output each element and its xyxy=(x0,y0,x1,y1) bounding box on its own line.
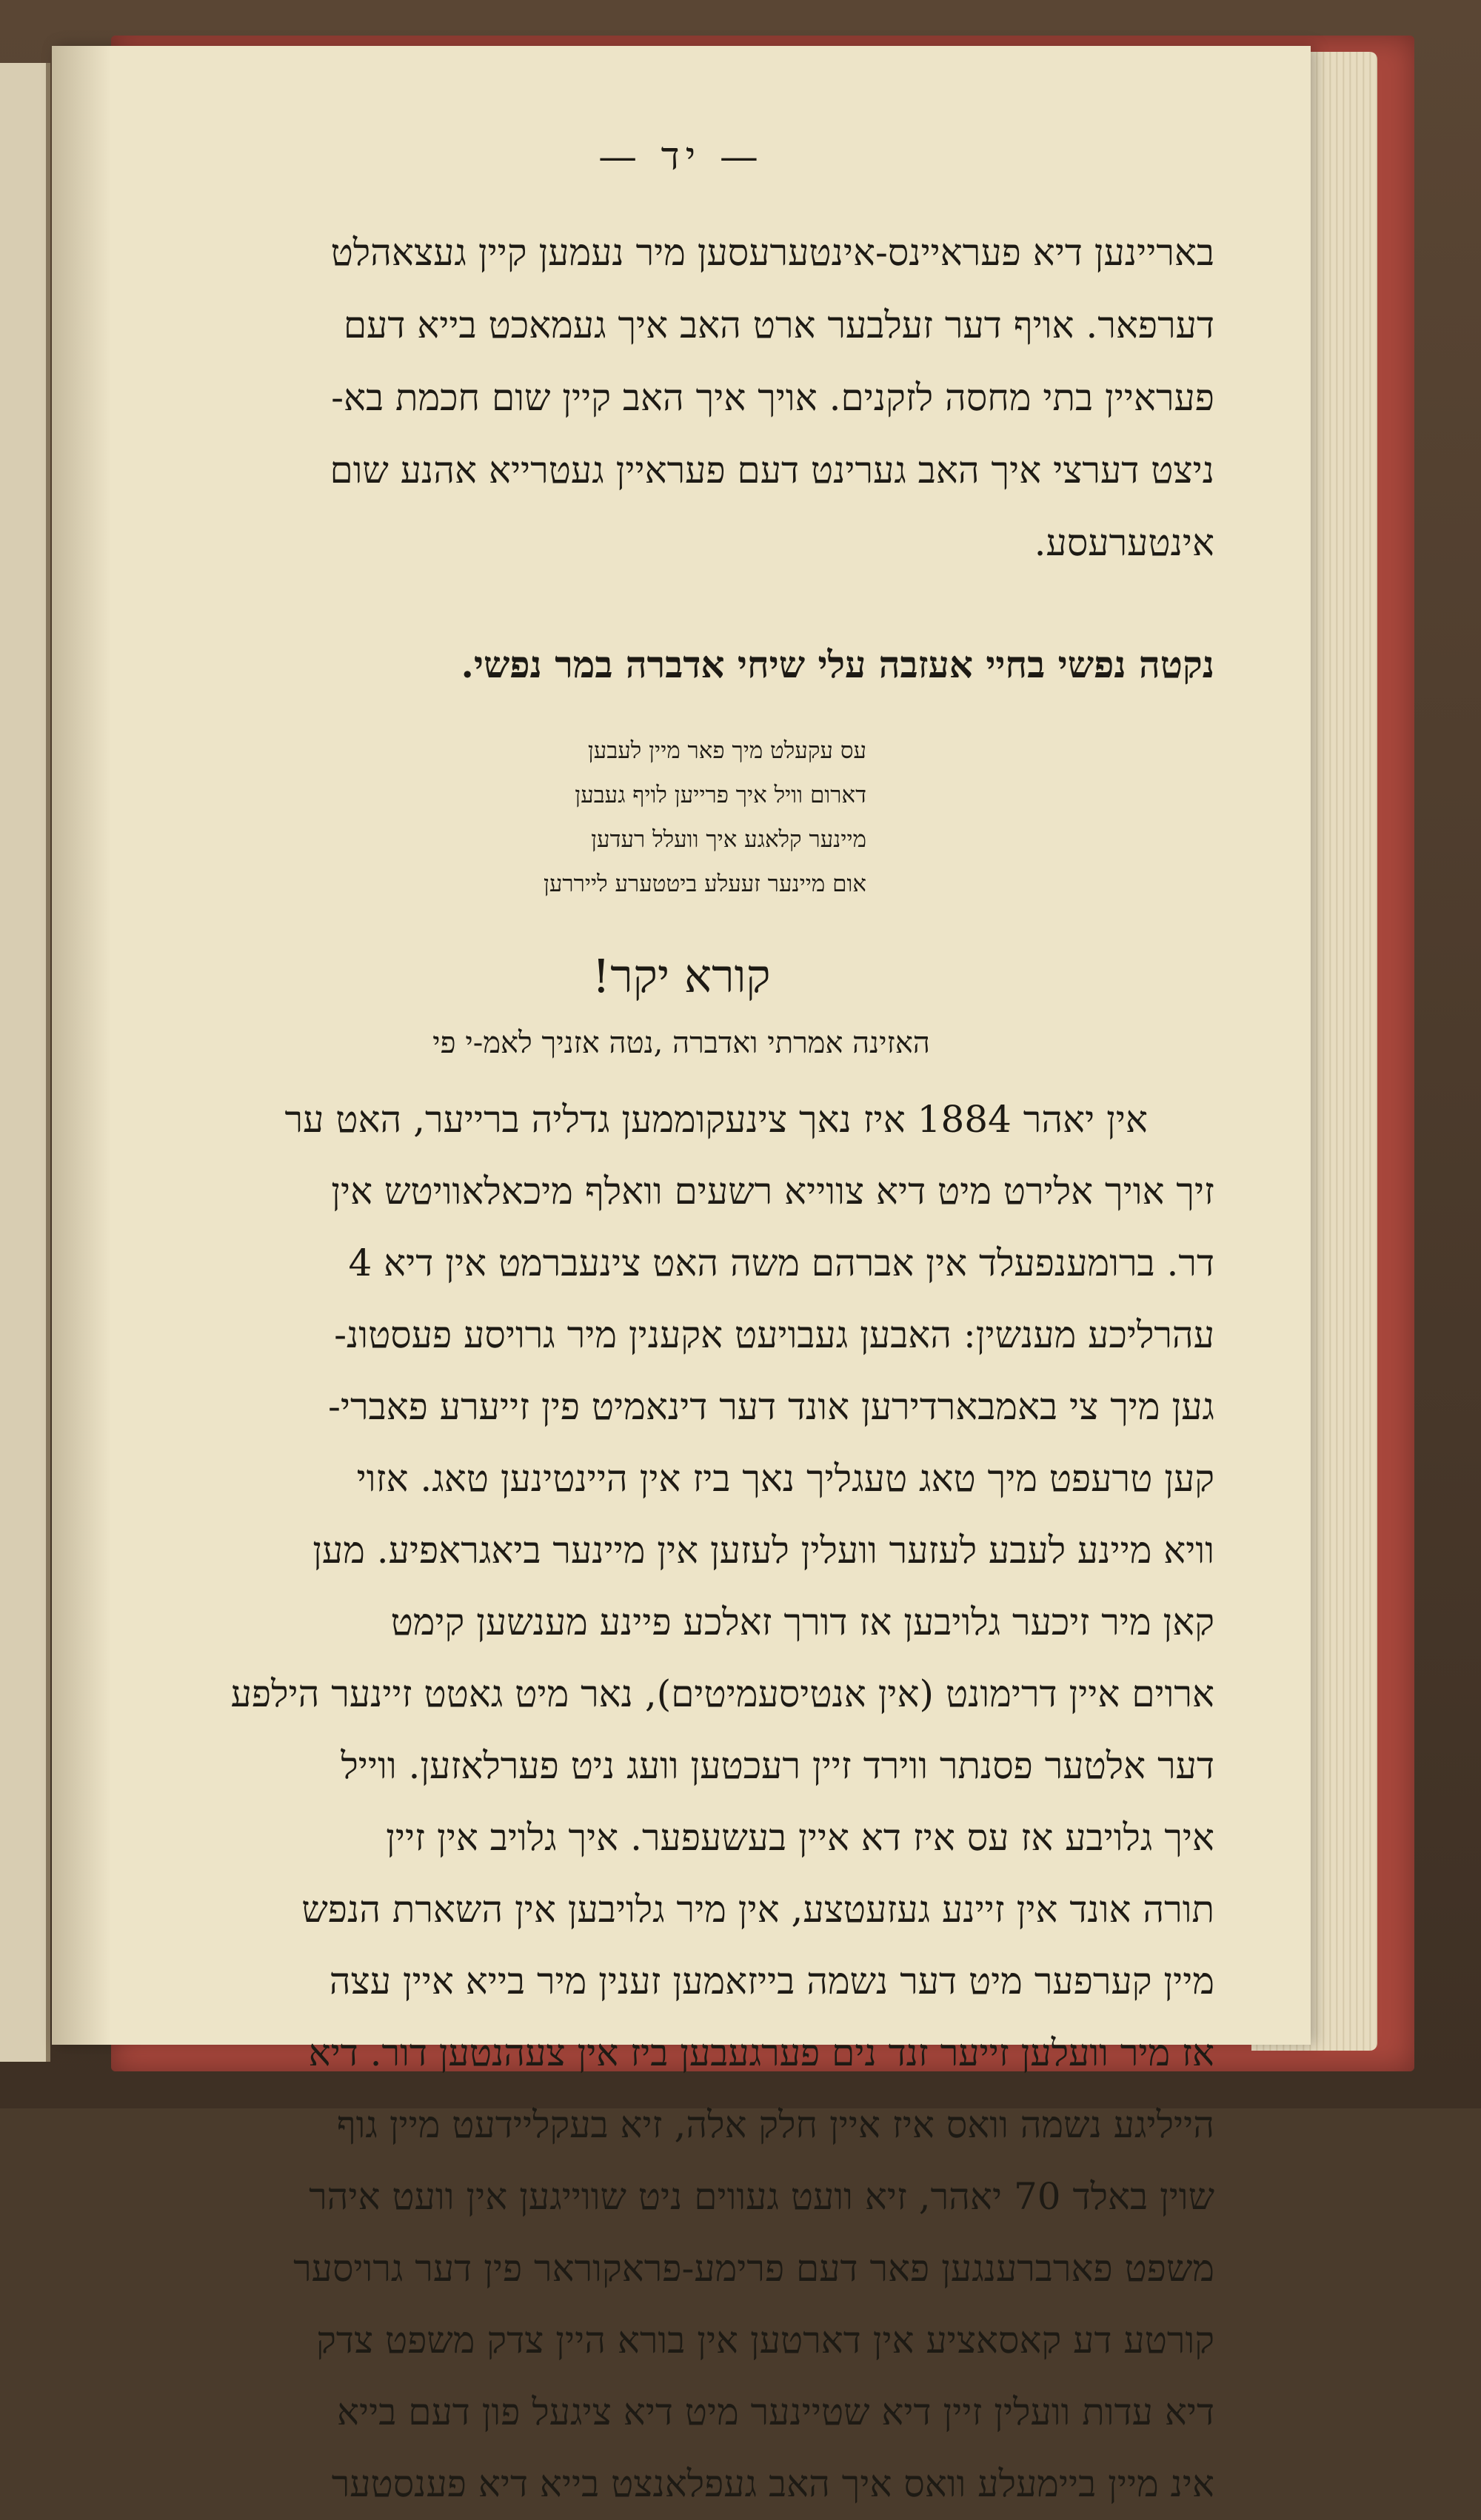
gutter-shadow xyxy=(52,46,111,2045)
body-paragraph xyxy=(148,1084,1214,2520)
text-line: שוין באלד 70 יאהר, זיא וועט געווים ניט שווייגען אין וועט איהר xyxy=(309,2175,1214,2218)
page-text xyxy=(148,135,1214,2520)
text-line: ארוים איין דרימונט (אין אנטיסעמיטים), נאר מיט גאטט זיינער הילפע xyxy=(230,1672,1214,1715)
poem-line: מיינער קלאגע איך וועלל רעדען xyxy=(591,826,866,853)
poem xyxy=(148,728,1214,906)
text-line: משפט פארברענגען פאר דעם פרימע-פראקוראר פין דער גרויסער xyxy=(293,2247,1214,2290)
text-line: תורה אונד אין זיינע געזעטצע, אין מיר גלויבען אין השארת הנפש xyxy=(301,1888,1214,1931)
text-line: מיין קערפער מיט דער נשמה בייזאמען זענין מיר בייא איין עצה xyxy=(329,1960,1214,2003)
text-line: אז מיר וועלען זייער זנד נים פערגעבען ביז אין צעהנטען דור. דיא xyxy=(308,2031,1214,2074)
text-line: וויא מיינע לעבע לעזער וועלין לעזען אין מיינער ביאגראפיע. מען xyxy=(312,1529,1214,1572)
text-line: קורטע דע קאסאציע אין דארטען אין בורא היין צדק משפט צדק xyxy=(316,2319,1214,2362)
text-line: דיא עדות וועלין זיין דיא שטיינער מיט דיא ציגעל פון דעם בייא xyxy=(337,2390,1214,2433)
text-line: ניצט דערצי איך האב גערינט דעם פעראיין געטרייא אהנע שום xyxy=(330,449,1214,492)
text-line: דער אלטער פסנתר ווירד זיין רעכטען וועג ניט פערלאזען. ווייל xyxy=(341,1744,1214,1787)
text-line: פעראיין בתי מחסה לזקנים. אויך איך האב קיין שום חכמת בא- xyxy=(331,376,1214,419)
intro-paragraph xyxy=(148,216,1214,579)
poem-line: דארום וויל איך פרייען לויף געבען xyxy=(575,782,866,808)
epigraph: האזינה אמרתי ואדברה ,נטה אזניך לאמ-י פי xyxy=(432,1026,930,1060)
section-title: קורא יקר! xyxy=(592,949,771,1003)
book-page xyxy=(52,46,1311,2505)
text-line: אינטערעסע. xyxy=(1034,521,1214,564)
verse-quote xyxy=(148,631,1214,699)
text-line: איך גלויבע אז עס איז דא איין בעשעפער. איך גלויב אין זיין xyxy=(386,1816,1214,1859)
facing-page-edge xyxy=(0,63,50,2062)
text-line: קען טרעפט מיך טאג טעגליך נאך ביז אין היינטינען טאג. אזוי xyxy=(356,1457,1214,1500)
text-line: אינ מיין ביימעלע וואס איך האב געפלאנצט בייא דיא פענסטער xyxy=(331,2462,1214,2505)
text-line: דר. ברומענפעלד אין אברהם משה האט צינעברמט אין דיא 4 xyxy=(348,1241,1214,1284)
poem-line: עס עקעלט מיך פאר מיין לעבען xyxy=(587,737,866,764)
text-line: באריינען דיא פעראיינס-אינטערעסען מיר נעמען קיין געצאהלט xyxy=(330,231,1214,274)
text-line: אין יאהר 1884 איז נאך צינעקוממען גדליה ברייער, האט ער xyxy=(284,1098,1148,1141)
poem-line: אום מיינער זעעלע ביטטערע לייררען xyxy=(543,871,866,897)
verse-line: נקטה נפשי בחיי אעזבה עלי שיחי אדברה במר נפשי. xyxy=(461,643,1214,686)
page-number: — יד — xyxy=(598,135,764,179)
text-line: דערפאר. אויף דער זעלבער ארט האב איך געמאכט בייא דעם xyxy=(343,304,1214,346)
text-line: עהרליכע מענשין: האבען געבויעט אקענין מיר גרויסע פעסטונ- xyxy=(334,1313,1214,1356)
text-line: זיך אויך אלירט מיט דיא צווייא רשעים וואלף מיכאלאוויטש אין xyxy=(331,1170,1214,1213)
text-line: גען מיך צי באמבארדירען אונד דער דינאמיט פין זייערע פאברי- xyxy=(328,1385,1214,1428)
text-line: הייליגע נשמה וואס איז איין חלק אלה, זיא בעקליידעט מיין גוף xyxy=(336,2103,1214,2146)
text-line: קאן מיר זיכער גלויבען אז דורך זאלכע פיינע מענשען קימט xyxy=(390,1601,1214,1643)
